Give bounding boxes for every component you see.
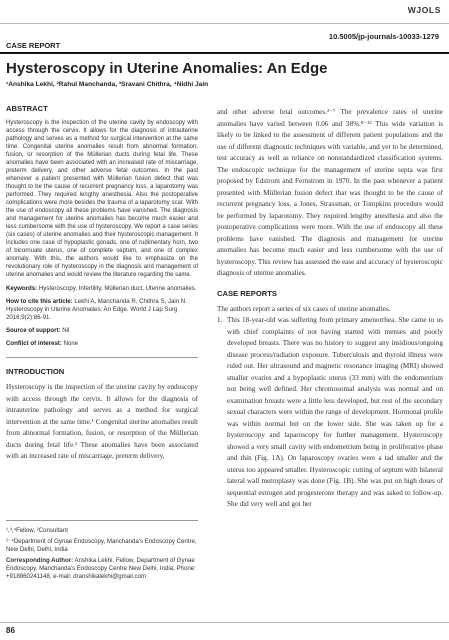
page-number: 86 <box>6 626 15 635</box>
keywords <box>6 285 198 293</box>
author-list: ¹Anshika Lekhi, ²Rahul Manchanda, ³Sravani Chithra, ⁴Nidhi Jain <box>6 81 209 88</box>
keywords-label: Keywords: <box>6 285 38 292</box>
left-column <box>6 104 198 463</box>
author-footnotes <box>6 520 198 584</box>
section-label: CASE REPORT <box>6 41 61 50</box>
footer-rule <box>0 622 449 623</box>
citation-text: Lekhi A, Manchanda R, Chithra S, Jain N. Hysteroscopy in Uterine Anomalies: An Edge. World J Lap Surg 2016;9(2):86-91. <box>6 298 187 321</box>
case-reports-intro: The authors report a series of six cases of uterine anomalies. <box>217 304 391 313</box>
doi: 10.5005/jp-journals-10033-1279 <box>328 32 439 41</box>
case-item <box>217 315 443 511</box>
conflict-label: Conflict of interest: <box>6 340 62 347</box>
section-divider <box>6 357 198 358</box>
keywords-text: Hysteroscopy, Infertility, Müllerian duct, Uterine anomalies. <box>38 285 197 292</box>
author-affiliation: ¹⁻⁴Department of Gynae Endoscopy, Manchanda’s Endoscopy Centre, New Delhi, Delhi, India <box>6 538 197 553</box>
introduction-heading: INTRODUCTION <box>6 367 65 376</box>
case-reports-heading: CASE REPORTS <box>217 288 277 298</box>
abstract-text: Hysteroscopy is the inspection of the uterine cavity by endoscopy with access through the cervix. It allows for the diagnosis of intrauterine pathology and serves as a method for surgical intervention at the same time. Congenital uterine anomalies result from abnormal formation, fusion, or resorption of the Müllerian ducts during fetal life. These anomalies have been associated with an increased rate of miscarriage, preterm delivery, and other adverse fetal outcomes. In the past whenever a patient presented with Müllerian fusion defect that was thought to be the cause of recurrent pregnancy loss, a laparotomy was performed. They required lengthy anesthesia. Also the postoperative complications were more besides the trauma of a laparotomy scar. With the use of endoscopy all these problems have vanished. The diagnosis and management for uterine anomalies has become much easier and less cumbersome with the use of hysteroscopy. We report a case series (six cases) of uterine anomalies and their hysteroscopic management. It includes one case of hypoplastic gonads, one of rudimentary horn, two of bicornuate uterus, one of complete septum, and one of complex anomaly. With this, the authors would like to emphasize on the revolutionary role of hysteroscopy in the diagnosis and management of uterine anomalies and would review the literature regarding the same. <box>6 120 198 278</box>
abstract-heading: ABSTRACT <box>6 104 48 113</box>
journal-header-bar <box>0 0 449 24</box>
conflict-text: None <box>63 340 79 347</box>
introduction-text: Hysteroscopy is the inspection of the uterine cavity by endoscopy with access through the cervix. It allows for the diagnosis of intrauterine pathology and serves as a method for surgical intervention at the same time.¹ Congenital uterine anomalies result from abnormal formation, fusion, or resorption of the Müllerian ducts during fetal life.² These anomalies have been associated with an increased rate of miscarriage, preterm delivery, <box>6 383 198 460</box>
title-rule <box>0 52 449 54</box>
source-of-support <box>6 327 198 335</box>
author-roles: ¹,³,⁴Fellow, ²Consultant <box>6 527 68 534</box>
corresponding-author <box>6 557 198 581</box>
citation-label: How to cite this article: <box>6 298 73 305</box>
journal-tag: WJOLS <box>407 5 441 15</box>
case-item-number: 1. <box>217 316 223 324</box>
support-text: Nil <box>62 327 70 334</box>
introduction-continued: and other adverse fetal outcomes.²⁻⁷ The prevalence rates of uterine anomalies have varied between 0.06 and 38%.⁸⁻¹⁵ This wide variation is likely to be linked to the assessment of different patient populations and the use of different diagnostic techniques with variable, and yet to be determined, test accuracy as well as reliance on nonstandardized classification systems. The endoscopic technique for the management of uterine septa was first proposed by Edstrom and Fernstrom in 1970. In the past whenever a patient presented with Müllerian fusion defect that was thought to be the cause of recurrent pregnancy loss, a Jones, Strassman, or Tompkins procedure would be performed by laparotomy. They required lengthy anesthesia and also the postoperative complications were more. With the use of endoscopy all these problems have vanished. The diagnosis and management for uterine anomalies has become much easier and less cumbersome with the use of hysteroscopy. This review has assessed the ease and accuracy of hysteroscopic diagnosis of uterine anomalies. <box>217 108 443 277</box>
corresponding-label: Corresponding Author: <box>6 557 74 564</box>
conflict-of-interest <box>6 340 198 348</box>
case-item-text: This 18-year-old was suffering from primary amenorrhea. She came to us with chief complaints of not having started with menses and poorly developed breasts. There was no history to suggest any insidious/ongoing disease process/radiation exposure. Tuberculosis and thyroid illness were ruled out. Her ultrasound and magnetic resonance imaging (MRI) showed smaller ovaries and a hypoplastic uterus (33 mm) with the endometrium not being well defined. Her chromosomal analysis was normal and on examination breasts were a little less developed, but rest of the secondary sexual characters were within the range of development. Hormonal profile was within normal but on the lower side. She was taken up for a hysteroscopy and laparoscopy for further management. Hysteroscopy showed a very small cavity with endometrium being in proliferative phase and thin (Fig. 1A). On laparoscopy ovaries were a tad smaller and the uterus too appeared smaller. Hysteroscopic cutting of septum with bilateral lateral wall metroplasty was done (Fig. 1B). She was put on high doses of sequential estrogen and progesterone therapy and was asked to follow-up. She did very well and got her <box>227 316 443 508</box>
support-label: Source of support: <box>6 327 61 334</box>
header-rule <box>0 23 449 24</box>
citation <box>6 298 198 322</box>
article-title: Hysteroscopy in Uterine Anomalies: An Edge <box>6 60 328 77</box>
corresponding-text: Anshika Lekhi, Fellow, Department of Gynae Endoscopy, Manchanda’s Endoscopy Centre New Delhi, India, Phone: +918860241148, e-mail: dranshikalekhi@gmail.com <box>6 557 196 580</box>
right-column <box>217 107 443 511</box>
